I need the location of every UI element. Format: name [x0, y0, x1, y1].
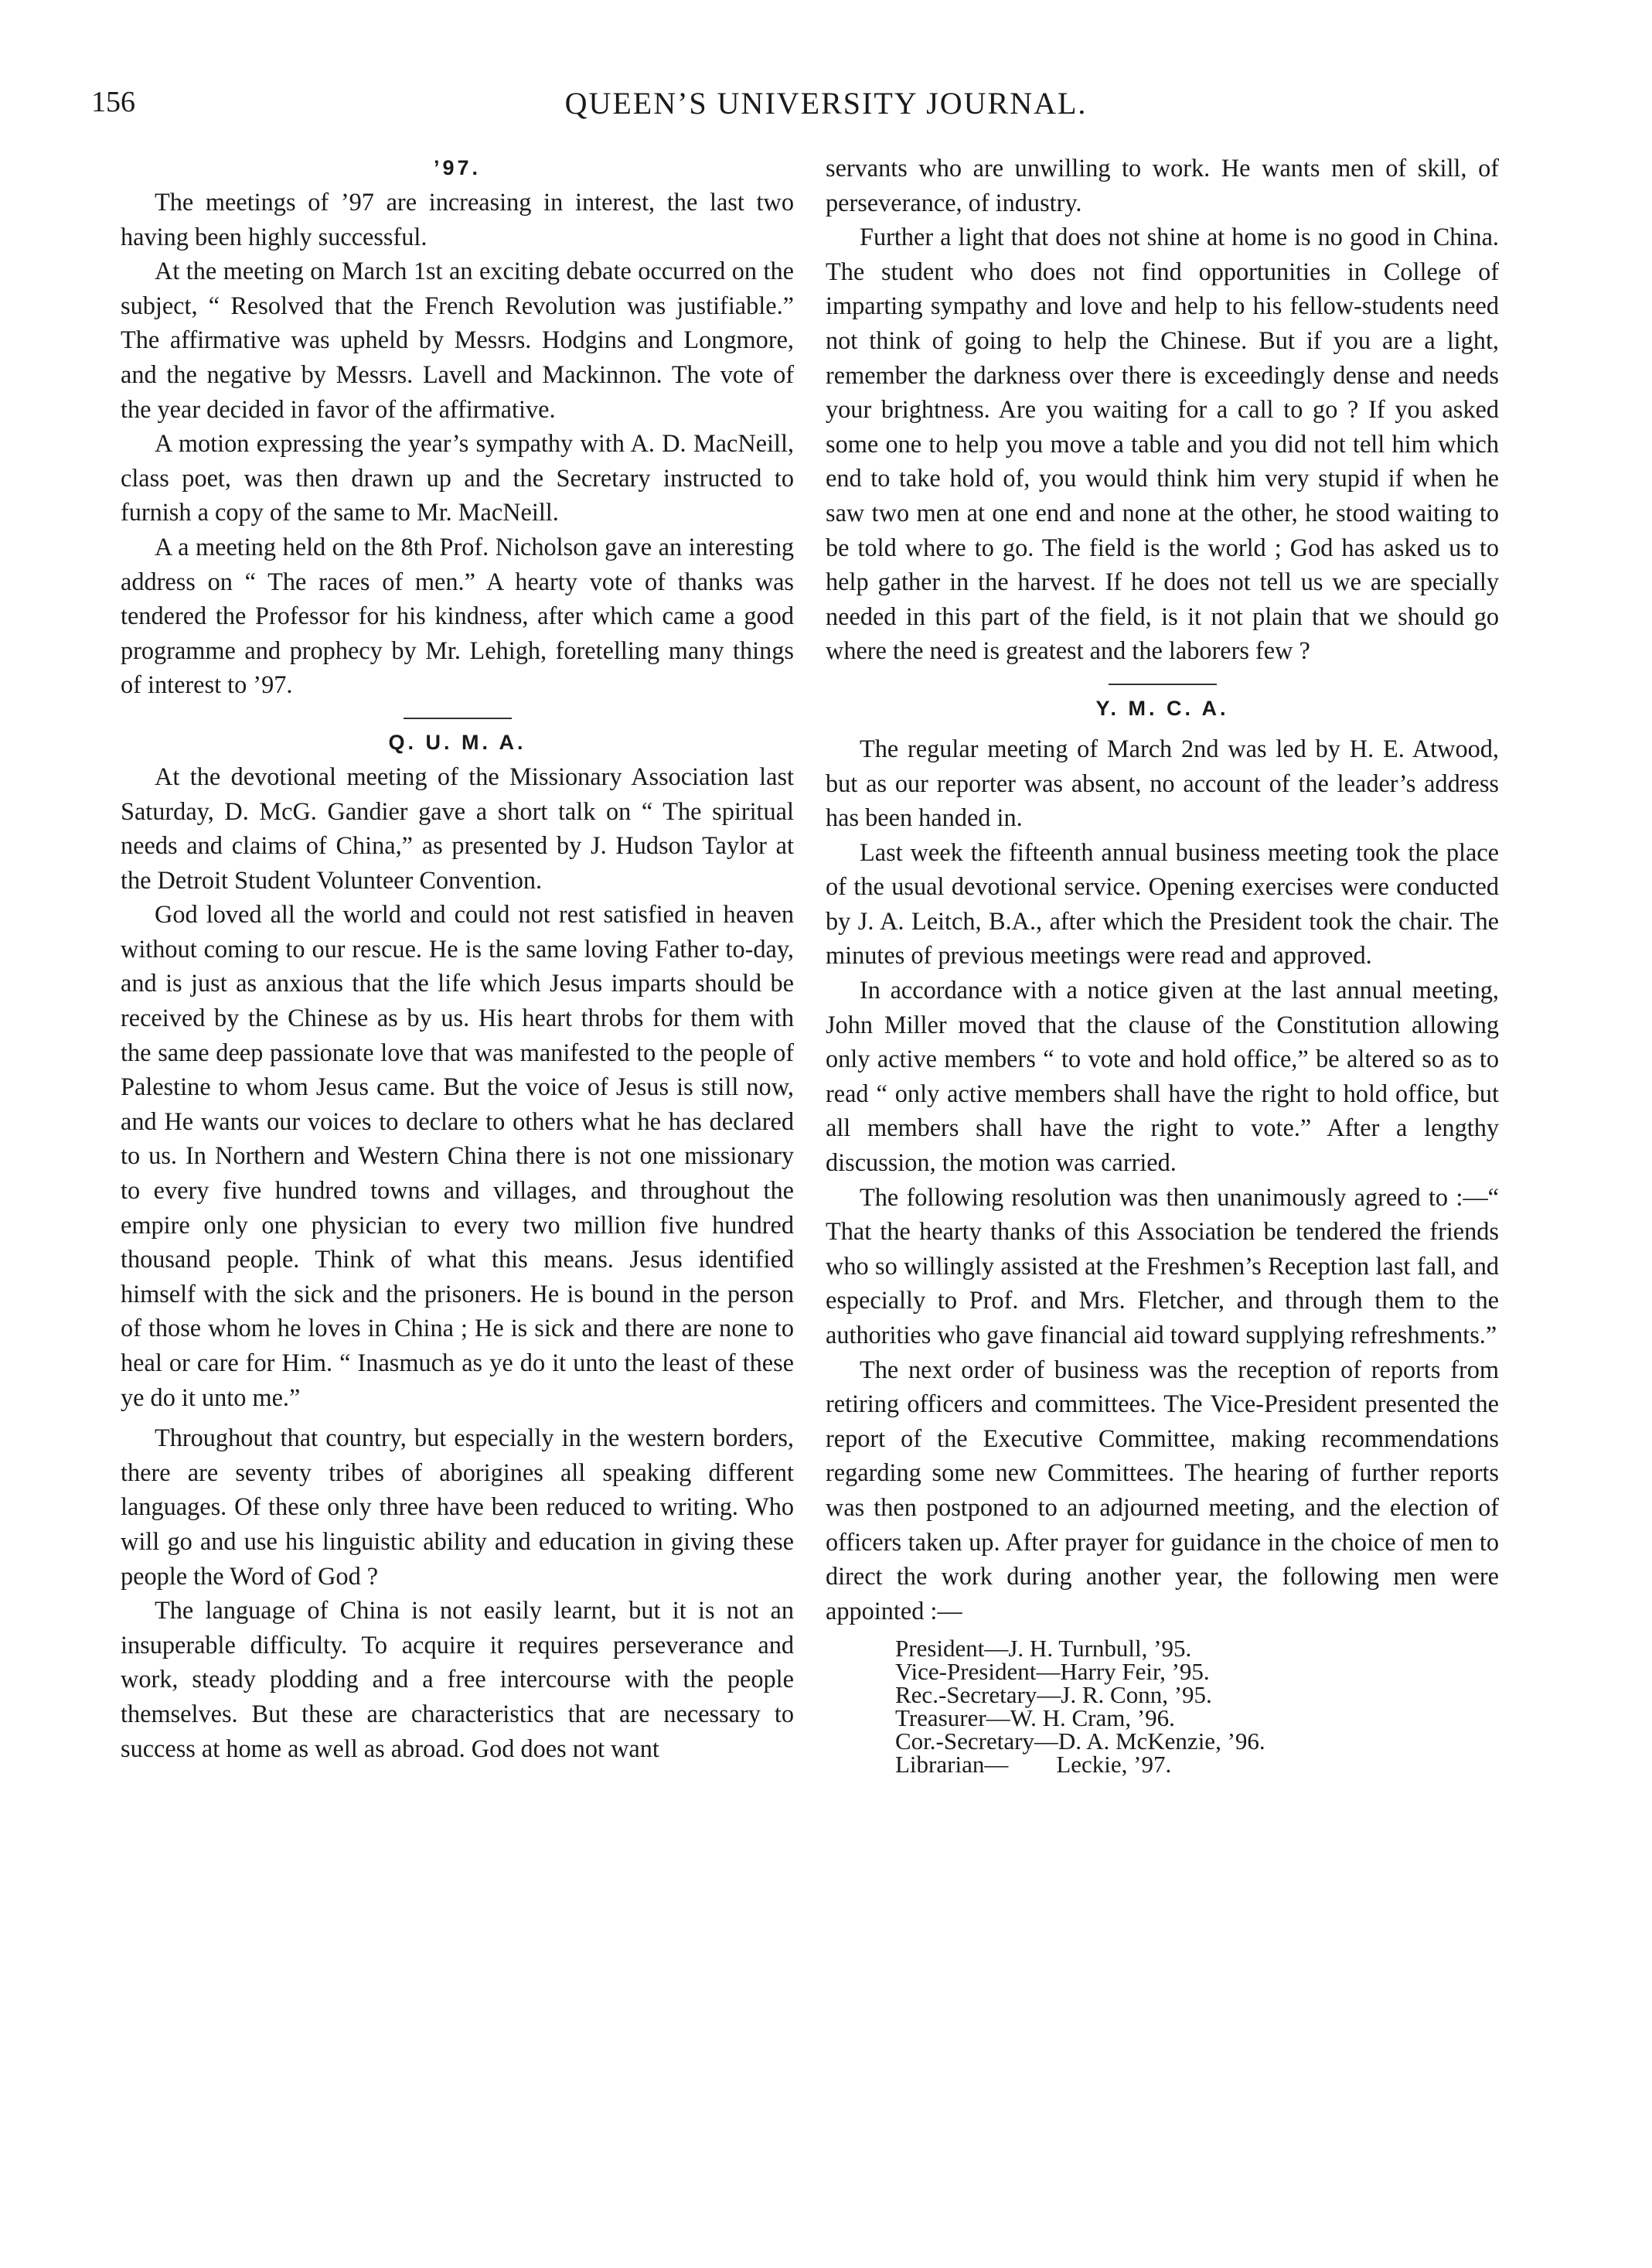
paragraph: Further a light that does not shine at home is no good in China. The student who does not find opportunities in College of imparting sympathy and love and help to his fellow-students need not think of going to help the Chinese. But if you are a light, remember the darkness over there is exceedingly dense and needs your brightness. Are you waiting for a call to go ? If you asked some one to help you move a table and you did not tell him which end to take hold of, you would think him very stupid if when he saw two men at one end and none at the other, he stood waiting to be told where to go. The field is the world ; God has asked us to help gather in the harvest. If he does not tell us we are specially needed in this part of the field, is it not plain that we should go where the need is greatest and the laborers few ?: [826, 223, 1499, 665]
officer-entry: Librarian— Leckie, ’97.: [895, 1751, 1172, 1779]
paragraph: God loved all the world and could not rest satisfied in heaven without coming to our rescue. He is the same loving Father to-day, and is just as anxious that the life which Jesus imparts should be received by the Chinese as by us. His heart throbs for them with the same deep passionate love that was manifested to the people of Palestine to whom Jesus came. But the voice of Jesus is still now, and He wants our voices to declare to others what he has declared to us. In Northern and Western China there is not one missionary to every five hundred towns and villages, and throughout the empire only one physician to every two million five hundred thousand people. Think of what this means. Jesus identified himself with the sick and the prisoners. He is bound in the person of those whom he loves in China ; He is sick and there are none to heal or care for Him. “ Inasmuch as ye do it unto the least of these ye do it unto me.”: [121, 900, 794, 1411]
paragraph: Last week the fifteenth annual business meeting took the place of the usual devotional service. Opening exercises were conducted by J. A. Leitch, B.A., after which the President took the chair. The minutes of previous meetings were read and approved.: [826, 837, 1499, 970]
officer-entry: Cor.-Secretary—D. A. McKenzie, ’96.: [895, 1727, 1265, 1755]
right-column: [826, 151, 1499, 1779]
journal-title: QUEEN’S UNIVERSITY JOURNAL.: [564, 86, 1088, 121]
section-heading-ymca: Y. M. C. A.: [1095, 696, 1229, 720]
paragraph: The regular meeting of March 2nd was led by H. E. Atwood, but as our reporter was absent, no account of the leader’s address has been handed in.: [826, 734, 1499, 832]
left-column: [121, 151, 794, 1765]
page-number: 156: [91, 86, 135, 118]
paragraph: The next order of business was the reception of reports from retiring officers and committees. The Vice-President presented the report of the Executive Committee, making recommendations regarding some new Committees. The hearing of further reports was then postponed to an adjourned meeting, and the election of officers taken up. After prayer for guidance in the choice of men to direct the work during another year, the following men were appointed :—: [826, 1355, 1499, 1625]
paragraph: A a meeting held on the 8th Prof. Nicholson gave an interesting address on “ The races of men.” A hearty vote of thanks was tendered the Professor for his kindness, after which came a good programme and prophecy by Mr. Lehigh, foretelling many things of interest to ’97.: [121, 532, 794, 699]
officer-entry: Rec.-Secretary—J. R. Conn, ’95.: [895, 1681, 1212, 1709]
section-divider: [404, 718, 512, 719]
section-divider: [1109, 684, 1217, 685]
paragraph: At the meeting on March 1st an exciting debate occurred on the subject, “ Resolved that the French Revolution was justifiable.” The affirmative was upheld by Messrs. Hodgins and Longmore, and the negative by Messrs. Lavell and Mackinnon. The vote of the year decided in favor of the affirmative.: [121, 257, 794, 423]
paragraph: A motion expressing the year’s sympathy with A. D. MacNeill, class poet, was then drawn up and the Secretary instructed to furnish a copy of the same to Mr. MacNeill.: [121, 429, 794, 527]
officer-entry: Vice-President—Harry Feir, ’95.: [895, 1658, 1210, 1686]
officers-list: [895, 1635, 1499, 1779]
officer-entry: President—J. H. Turnbull, ’95.: [895, 1635, 1192, 1663]
paragraph: At the devotional meeting of the Missionary Association last Saturday, D. McG. Gandier gave a short talk on “ The spiritual needs and claims of China,” as presented by J. Hudson Taylor at the Detroit Student Volunteer Convention.: [121, 762, 794, 894]
paragraph: In accordance with a notice given at the last annual meeting, John Miller moved that the clause of the Constitution allowing only active members “ to vote and hold office,” be altered so as to read “ only active members shall have the right to hold office, but all members shall have the right to vote.” After a lengthy discussion, the motion was carried.: [826, 976, 1499, 1177]
paragraph: The following resolution was then unanimously agreed to :—“ That the hearty thanks of this Association be tendered the friends who so willingly assisted at the Freshmen’s Reception last fall, and especially to Prof. and Mrs. Fletcher, and through them to the authorities who gave financial aid toward supplying refreshments.”: [826, 1182, 1499, 1349]
section-heading-quma: Q. U. M. A.: [388, 730, 526, 754]
paragraph: Throughout that country, but especially in the western borders, there are seventy tribes of aborigines all speaking different languages. Of these only three have been reduced to writing. Who will go and use his linguistic ability and education in giving these people the Word of God ?: [121, 1424, 794, 1590]
officer-entry: Treasurer—W. H. Cram, ’96.: [895, 1704, 1175, 1732]
section-heading-97: ’97.: [433, 156, 482, 179]
paragraph-continued: servants who are unwilling to work. He wants men of skill, of perseverance, of industry.: [826, 154, 1499, 217]
paragraph: The meetings of ’97 are increasing in interest, the last two having been highly successful.: [121, 188, 794, 251]
page-header: [0, 85, 1652, 131]
paragraph: The language of China is not easily learnt, but it is not an insuperable difficulty. To acquire it requires perseverance and work, steady plodding and a free intercourse with the people themselves. But these are characteristics that are necessary to success at home as well as abroad. God does not want: [121, 1596, 794, 1762]
